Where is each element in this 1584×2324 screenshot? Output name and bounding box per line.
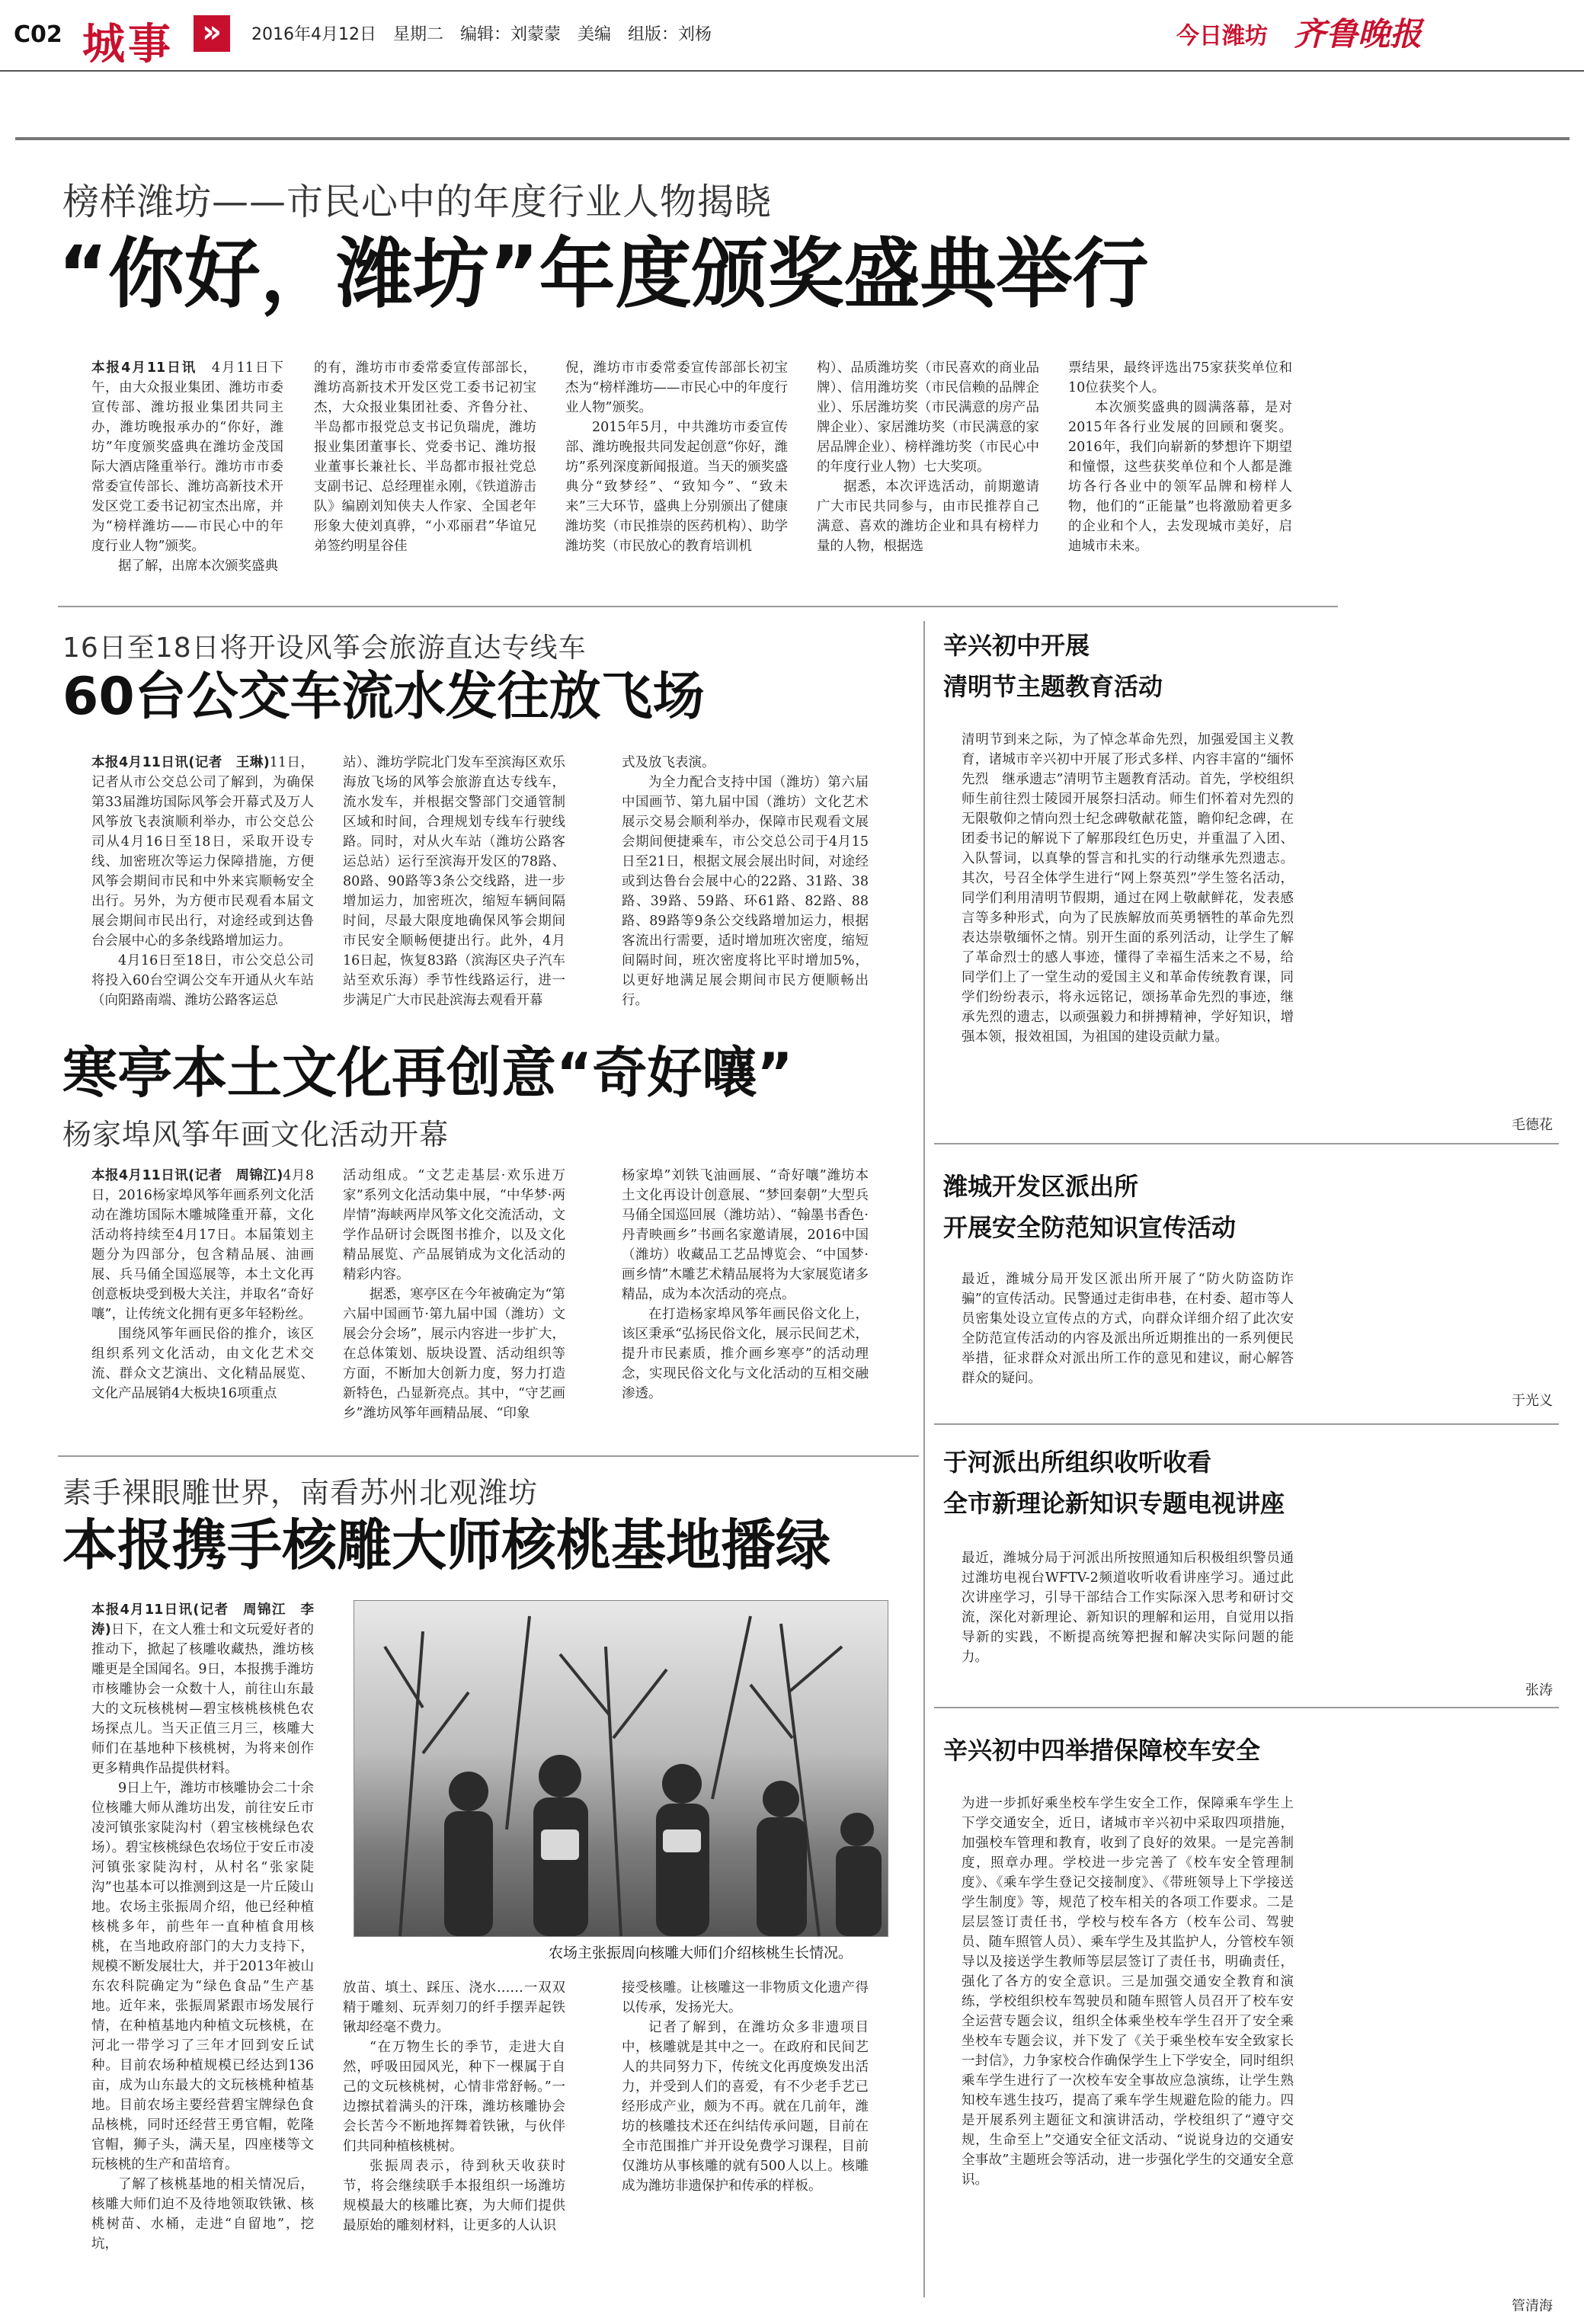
story2-col-3 xyxy=(622,753,869,1008)
sidebar-divider-1 xyxy=(934,1143,1559,1144)
story3-col-3 xyxy=(622,1166,869,1431)
story1-headline: “你好，潍坊”年度颁奖盛典举行 xyxy=(58,229,1149,319)
paragraph: 的有，潍坊市市委常委宣传部部长，潍坊高新技术开发区党工委书记初宝杰，大众报业集团社委、齐鲁分社、半岛都市报党总支书记负瑞虎，潍坊报业集团董事长、党委书记、潍坊报业董事长兼社长、半岛都市报社党总支副书记、总经理崔永刚，《铁道游击队》编剧刘知侠夫人作家、全国老年形象大使刘真骅，“小邓丽君”华谊兄弟签约明星谷佳 xyxy=(314,360,536,554)
story4-col-1 xyxy=(91,1600,314,2286)
paragraph: 式及放飞表演。 xyxy=(622,755,715,770)
sidebar-3-author: 张涛 xyxy=(1525,1682,1553,1698)
story2-col-1 xyxy=(91,753,314,1008)
paragraph: 最近，潍城分局开发区派出所开展了“防火防盗防诈骗”的宣传活动。民警通过走街串巷，在村委、超市等人员密集处设立宣传点的方式，向群众详细介绍了此次安全防范宣传活动的内容及派出所近期推出的一系列便民举措，征求群众对派出所工作的意见和建议，耐心解答群众的疑问。 xyxy=(962,1272,1294,1386)
story1-col-3 xyxy=(565,358,788,587)
story1-kicker: 榜样潍坊——市民心中的年度行业人物揭晓 xyxy=(62,181,773,223)
sidebar-3-title-line2: 全市新理论新知识专题电视讲座 xyxy=(943,1489,1285,1518)
sidebar-2-body xyxy=(962,1269,1294,1384)
story3-subtitle: 杨家埠风筝年画文化活动开幕 xyxy=(62,1118,450,1151)
sidebar-4-author: 管清海 xyxy=(1512,2298,1553,2314)
header-rule xyxy=(0,70,1584,72)
paragraph: 9日上午，潍坊市核雕协会二十余位核雕大师从潍坊出发，前往安丘市凌河镇张家陡沟村（碧宝核桃绿色农场）。碧宝核桃绿色农场位于安丘市凌河镇张家陡沟村，从村名“张家陡沟”也基本可以推测到这是一片丘陵山地。农场主张振周介绍，他已经种植核桃多年，前些年一直种植食用核桃，在当地政府部门的大力支持下，规模不断发展壮大，并于2013年被山东农科院确定为“绿色食品”生产基地。近年来，张振周紧跟市场发展行情，在种植基地内种植文玩核桃，在河北一带学习了三年才回到安丘试种。目前农场种植规模已经达到136亩，成为山东最大的文玩核桃种植基地。目前农场主要经营碧宝牌绿色食品核桃，同时还经营王勇官帽，乾隆官帽，狮子头，满天星，四座楼等文玩核桃的生产和苗培育。 xyxy=(91,1781,314,2172)
story4-col-3 xyxy=(622,1978,869,2286)
paragraph: 2015年5月，中共潍坊市委宣传部、潍坊晚报共同发起创意“你好，潍坊”系列深度新闻报道。当天的颁奖盛典分“致梦经”、“致知今”、“致未来”三大环节，盛典上分别颁出了健康潍坊奖（市民推崇的医药机构）、助学潍坊奖（市民放心的教育培训机 xyxy=(565,420,788,554)
sidebar-2-author: 于光义 xyxy=(1512,1393,1553,1409)
paragraph: 据了解，出席本次颁奖盛典 xyxy=(118,559,278,574)
story2-kicker: 16日至18日将开设风筝会旅游直达专线车 xyxy=(62,632,587,664)
paragraph: 最近，潍城分局于河派出所按照通知后积极组织警员通过潍坊电视台WFTV-2频道收听收看讲座学习。通过此次讲座学习，引导干部结合工作实际深入思考和研讨交流，深化对新理论、新知识的理解和运用，自觉用以指导新的实践，不断提高统筹把握和解决实际问题的能力。 xyxy=(962,1551,1294,1665)
paragraph: 记者了解到，在潍坊众多非遗项目中，核雕就是其中之一。在政府和民间艺人的共同努力下，传统文化再度焕发出活力，并受到人们的喜爱，有不少老手艺已经形成产业，颇为不再。就在几前年，潍坊的核雕技术还在纠结传承问题，目前在全市范围推广并开设免费学习课程，目前仅潍坊从事核雕的就有500人以上。核雕成为潍坊非遗保护和传承的样板。 xyxy=(622,2020,869,2194)
paragraph: 为全力配合支持中国（潍坊）第六届中国画节、第九届中国（潍坊）文化艺术展示交易会顺利举办，保障市民观看文展会期间便捷乘车，市公交总公司于4月15日至21日，根据文展会展出时间，对途经或到达鲁台会展中心的22路、31路、38路、39路、59路、环61路、82路、88路、89路等9条公交线路增加运力，根据客流出行需要，适时增加班次密度，缩短间隔时间，班次密度将比平时增加5%，以更好地满足展会期间市民方便顺畅出行。 xyxy=(622,775,869,1008)
sidebar-vertical-rule xyxy=(923,621,925,2297)
story1-col-5 xyxy=(1068,358,1292,587)
divider-story1 xyxy=(58,606,1338,607)
story1-col-4 xyxy=(817,358,1039,587)
paragraph: 接受核雕。让核雕这一非物质文化遗产得以传承，发扬光大。 xyxy=(622,1980,869,2015)
paragraph: 了解了核桃基地的相关情况后，核雕大师们迫不及待地领取铁锹、核桃树苗、水桶，走进“自留地”，挖坑， xyxy=(91,2177,314,2252)
story4-col-2 xyxy=(343,1978,565,2286)
paragraph: 站）、潍坊学院北门发车至滨海区欢乐海放飞场的风筝会旅游直达专线车，流水发车，并根据交警部门交通管制区域和时间，合理规划专线车行驶线路。同时，对从火车站（潍坊公路客运总站）运行至滨海开发区的78路、80路、90路等3条公交线路，进一步增加运力，加密班次，缩短车辆间隔时间，尽最大限度地确保风筝会期间市民安全顺畅便捷出行。此外，4月16日起，恢复83路（滨海区央子汽车站至欢乐海）季节性线路运行，进一步满足广大市民赴滨海去观看开幕 xyxy=(343,755,565,1008)
sidebar-3-body xyxy=(962,1548,1294,1667)
sidebar-4-body xyxy=(962,1794,1294,2289)
story3-col-2 xyxy=(343,1166,565,1431)
dateline: 本报4月11日讯(记者 王琳) xyxy=(91,755,270,770)
section-arrows-icon: » xyxy=(194,15,230,52)
sidebar-3-title-line1: 于河派出所组织收听收看 xyxy=(943,1448,1212,1477)
brand-tag: 今日潍坊 xyxy=(1176,23,1268,50)
paragraph: 票结果，最终评选出75家获奖单位和10位获奖个人。 xyxy=(1068,360,1292,395)
sidebar-4-title: 辛兴初中四举措保障校车安全 xyxy=(943,1736,1261,1765)
paragraph: 杨家埠”刘铁飞油画展、“奇好嚷”潍坊本土文化再设计创意展、“梦回秦朝”大型兵马俑全国巡回展（潍坊站）、“翰墨书香色·丹青映画乡”书画名家邀请展，2016中国（潍坊）收藏品工艺品博览会、“中国梦·画乡情”木雕艺术精品展将为大家展览诸多精品，成为本次活动的亮点。 xyxy=(622,1168,869,1302)
story1-col-2 xyxy=(314,358,536,587)
paragraph: 清明节到来之际，为了悼念革命先烈，加强爱国主义教育，诸城市辛兴初中开展了形式多样、内容丰富的“缅怀先烈 继承遗志”清明节主题教育活动。首先，学校组织师生前往烈士陵园开展祭扫活动。师生们怀着对先烈的无限敬仰之情向烈士纪念碑敬献花篮，瞻仰纪念碑，在团委书记的解说下了解那段红色历史，并重温了入团、入队誓词，以真挚的誓言和扎实的行动继承先烈遗志。其次，号召全体学生进行“网上祭英烈”学生签名活动，同学们利用清明节假期，通过在网上敬献鲜花，发表感言等多种形式，向为了民族解放而英勇牺牲的革命先烈表达崇敬缅怀之情。别开生面的系列活动，让学生了解了革命烈士的感人事迹，懂得了幸福生活来之不易，给同学们上了一堂生动的爱国主义和革命传统教育课，同学们纷纷表示，将永远铭记，颂扬革命先烈的事迹，继承先烈的遗志，以顽强毅力和拼搏精神，学好知识，增强本领，报效祖国，为祖国的建设贡献力量。 xyxy=(962,732,1294,1045)
paragraph: 放苗、填土、踩压、浇水……一双双精于雕刻、玩弄刻刀的纤手摆弄起铁锹却经毫不费力。 xyxy=(343,1980,565,2035)
paragraph: 构）、品质潍坊奖（市民喜欢的商业品牌）、信用潍坊奖（市民信赖的品牌企业）、乐居潍坊奖（市民满意的房产品牌企业）、家居潍坊奖（市民满意的家居品牌企业）、榜样潍坊奖（市民心中的年度行业人物）七大奖项。 xyxy=(817,360,1039,475)
sidebar-2-title-line1: 潍城开发区派出所 xyxy=(943,1172,1139,1201)
sidebar-divider-2 xyxy=(934,1423,1559,1425)
paragraph: 为进一步抓好乘坐校车学生安全工作，保障乘车学生上下学交通安全，近日，诸城市辛兴初中采取四项措施，加强校车管理和教育，收到了良好的效果。一是完善制度，照章办理。学校进一步完善了《校车安全管理制度》、《乘车学生登记交接制度》、《带班领导上下学接送学生制度》等，规范了校车相关的各项工作要求。二是层层签订责任书，学校与校车各方（校车公司、驾驶员、随车照管人员）、乘车学生及其监护人，分管校车领导以及接送学生教师等层层签订了责任书，明确责任，强化了各方的安全意识。三是加强交通安全教育和演练，学校组织校车驾驶员和随车照管人员召开了校车安全运营专题会议，组织全体乘坐校车学生召开了安全乘坐校车专题会议，并下发了《关于乘坐校车安全致家长一封信》，力争家校合作确保学生上下学安全，同时组织乘车学生进行了一次校车安全事故应急演练，让学生熟知校车逃生技巧，提高了乘车学生规避危险的能力。四是开展系列主题征文和演讲活动，学校组织了“遵守交规，生命至上”交通安全征文活动、“说说身边的交通安全事故”主题班会等活动，进一步强化学生的交通安全意识。 xyxy=(962,1796,1294,2188)
sidebar-item-3 xyxy=(943,1442,1553,1731)
story4-kicker: 素手裸眼雕世界，南看苏州北观潍坊 xyxy=(62,1476,539,1509)
issue-meta: 2016年4月12日 星期二 编辑：刘蒙蒙 美编 组版：刘杨 xyxy=(251,25,712,44)
section-label: 城事 xyxy=(82,20,174,69)
paragraph: 在打造杨家埠风筝年画民俗文化上，该区秉承“弘扬民俗文化，展示民间艺术，提升市民素质，推介画乡寒亭”的活动理念，实现民俗文化与文化活动的互相交融渗透。 xyxy=(622,1307,869,1401)
photo-caption: 农场主张振周向核雕大师们介绍核桃生长情况。 xyxy=(549,1945,853,1961)
paragraph: 据悉，寒亭区在今年被确定为“第六届中国画节·第九届中国（潍坊）文展会分会场”，展示内容进一步扩大，在总体策划、版块设置、活动组织等方面，不断加大创新力度，努力打造新特色，凸显新亮点。其中，“守艺画乡”潍坊风筝年画精品展、“印象 xyxy=(343,1287,565,1421)
sidebar-item-2 xyxy=(943,1166,1553,1417)
section-divider xyxy=(15,137,1570,140)
paragraph: “在万物生长的季节，走进大自然，呼吸田园风光，种下一棵属于自己的文玩核桃树，心情非常舒畅。”一边擦拭着满头的汗珠，潍坊核雕协会会长苦今不断地挥舞着铁锹，与伙伴们共同种植核桃树。 xyxy=(343,2040,565,2154)
paragraph: 倪，潍坊市市委常委宣传部部长初宝杰为“榜样潍坊——市民心中的年度行业人物”颁奖。 xyxy=(565,360,788,415)
story3-headline: 寒亭本土文化再创意“奇好嚷” xyxy=(62,1041,793,1105)
paragraph: 本报4月11日讯(记者 王琳)11日，记者从市公交总公司了解到，为确保第33届潍坊国际风筝会开幕式及万人风筝放飞表演顺利举办，市公交总公司从4月16日至18日，采取开设专线、加密班次等运力保障措施，方便风筝会期间市民和中外来宾顺畅安全出行。另外，为方便市民观看本届文展会期间市民出行，对途经或到达鲁台会展中心的多条线路增加运力。 xyxy=(91,755,314,949)
brand-logo: 齐鲁晚报 xyxy=(1294,15,1422,53)
paragraph: 活动组成。“文艺走基层·欢乐进万家”系列文化活动集中展，“中华梦·两岸情”海峡两岸风筝文化交流活动，文学作品研讨会既图书推介，以及文化精品展览、产品展销成为文化活动的精彩内容。 xyxy=(343,1168,565,1282)
sidebar-1-author: 毛德花 xyxy=(1512,1117,1553,1133)
sidebar-item-4 xyxy=(943,1730,1553,2316)
news-photo xyxy=(354,1600,888,1937)
sidebar-1-title-line2: 清明节主题教育活动 xyxy=(943,672,1163,701)
paragraph: 本次颁奖盛典的圆满落幕，是对2015年各行业发展的回顾和褒奖。2016年，我们向崭新的梦想许下期望和憧憬，这些获奖单位和个人都是潍坊各行各业中的领军品牌和榜样人物，他们的“正能量”也将激励着更多的企业和个人，去发现城市美好，启迪城市未来。 xyxy=(1068,400,1292,554)
sidebar-2-title-line2: 开展安全防范知识宣传活动 xyxy=(943,1213,1237,1242)
sidebar-1-title-line1: 辛兴初中开展 xyxy=(943,631,1090,660)
sidebar-1-body xyxy=(962,730,1294,1103)
story4-headline: 本报携手核雕大师核桃基地播绿 xyxy=(62,1513,831,1577)
sidebar-divider-3 xyxy=(934,1707,1559,1708)
story2-headline: 60台公交车流水发往放飞场 xyxy=(62,667,705,727)
paragraph: 本报4月11日讯(记者 周锦江)4月8日，2016杨家埠风筝年画系列文化活动在潍坊国际木雕城隆重开幕，文化活动将持续至4月17日。本届策划主题分为四部分，包含精品展、油画展、兵马俑全国巡展等，本土文化再创意板块受到极大关注，并取名“奇好嚷”，让传统文化拥有更多年轻粉丝。 xyxy=(91,1168,314,1322)
divider-story3 xyxy=(58,1455,919,1457)
dateline: 本报4月11日讯 xyxy=(91,360,197,376)
photo-scene xyxy=(354,1601,888,1936)
paragraph: 围绕风筝年画民俗的推介，该区组织系列文化活动，由文化艺术交流、群众文艺演出、文化精品展览、文化产品展销4大板块16项重点 xyxy=(91,1327,314,1401)
story3-col-1 xyxy=(91,1166,314,1431)
sidebar-item-1 xyxy=(943,625,1553,1143)
story1-col-1 xyxy=(91,358,283,587)
page-header xyxy=(0,0,1584,76)
paragraph: 据悉，本次评选活动，前期邀请广大市民共同参与，由市民推荐自己满意、喜欢的潍坊企业和具有榜样力量的人物，根据选 xyxy=(817,479,1039,554)
paragraph: 本报4月11日讯(记者 周锦江 李涛)日下，在文人雅士和文玩爱好者的推动下，掀起了核雕收藏热，潍坊核雕更是全国闻名。9日，本报携手潍坊市核雕协会一众数十人，前往山东最大的文玩核桃树—碧宝核桃核桃色农场探点儿。当天正值三月三，核雕大师们在基地种下核桃树，为将来创作更多精典作品提供材料。 xyxy=(91,1602,314,1776)
dateline: 本报4月11日讯(记者 周锦江 李涛) xyxy=(91,1602,314,1637)
page-number: C02 xyxy=(14,21,62,48)
story2-col-2 xyxy=(343,753,565,1008)
paragraph: 张振周表示，待到秋天收获时节，将会继续联手本报组织一场潍坊规模最大的核雕比赛，为大师们提供最原始的雕刻材料，让更多的人认识 xyxy=(343,2159,565,2233)
dateline: 本报4月11日讯(记者 周锦江) xyxy=(91,1168,283,1183)
paragraph: 本报4月11日讯 4月11日下午，由大众报业集团、潍坊市委宣传部、潍坊报业集团共同主办，潍坊晚报承办的“你好，潍坊”年度颁奖盛典在潍坊金茂国际大酒店隆重举行。潍坊市市委常委宣传部长、潍坊高新技术开发区党工委书记初宝杰出席，并为“榜样潍坊——市民心中的年度行业人物”颁奖。 xyxy=(91,360,283,554)
paragraph: 4月16日至18日，市公交总公司将投入60台空调公交车开通从火车站（向阳路南端、潍坊公路客运总 xyxy=(91,953,314,1008)
